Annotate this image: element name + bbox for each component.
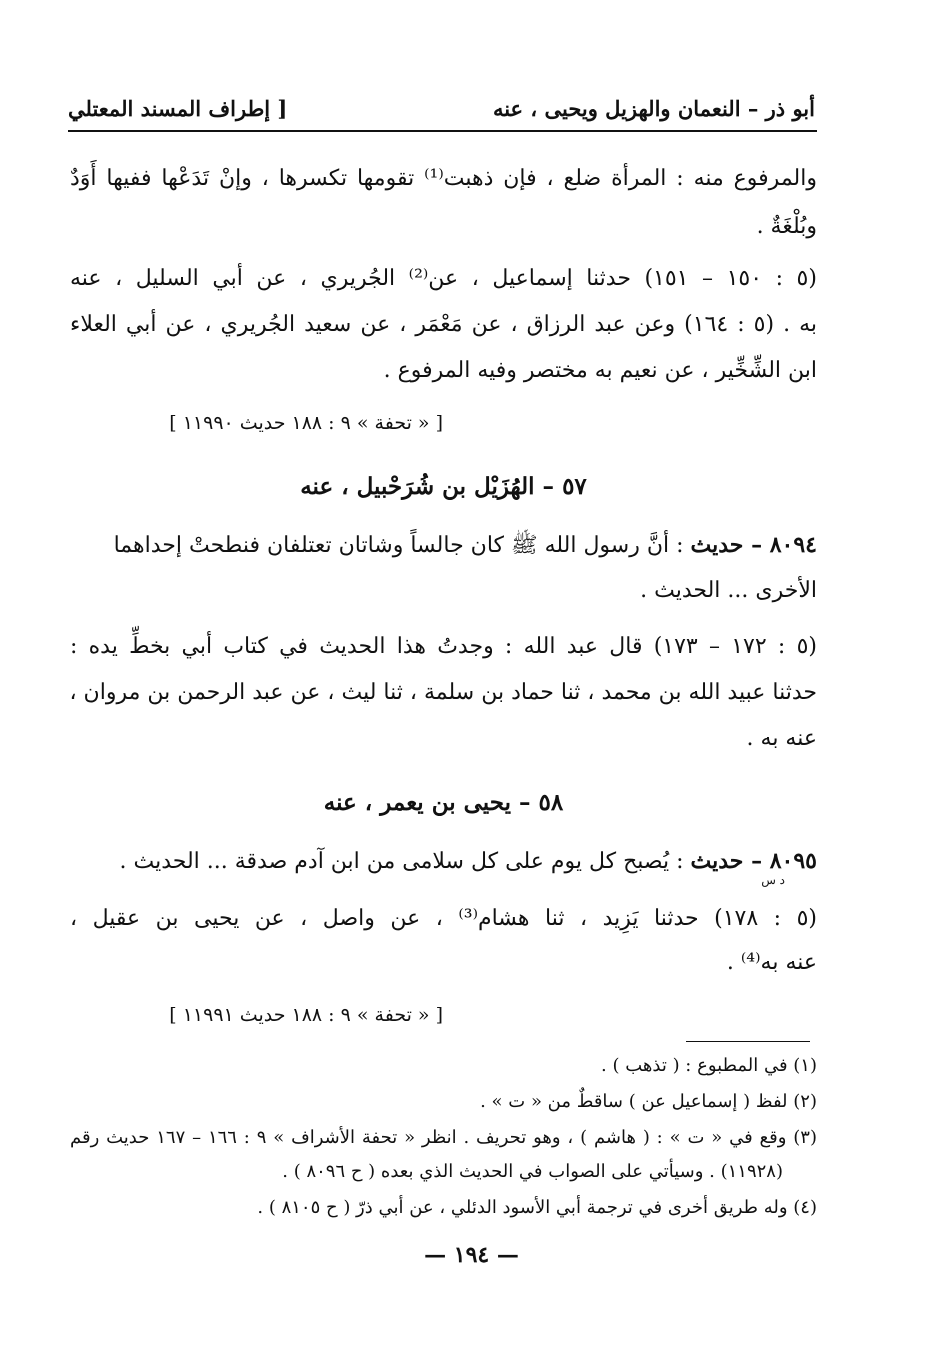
tuhfa-reference: [ « تحفة » ٩ : ١٨٨ حديث ١١٩٩٠ ] bbox=[169, 412, 443, 434]
collection-marks: د س bbox=[761, 873, 785, 887]
section-heading: ٥٧ – الهُزَيْل بن شُرَحْبيل ، عنه bbox=[300, 473, 587, 500]
hadith-entry bbox=[70, 846, 817, 877]
text-line: ابن الشِّخِّير ، عن نعيم به مختصر وفيه المرفوع . bbox=[383, 358, 817, 383]
text-line: (٥ : ١٥٠ – ١٥١) حدثنا إسماعيل ، عن⁽²⁾ الجُريري ، عن أبي السليل ، عنه bbox=[70, 266, 817, 291]
page-number: — ١٩٤ — bbox=[424, 1242, 519, 1268]
text-line: به . (٥ : ١٦٤) وعن عبد الرزاق ، عن مَعْمَر ، عن سعيد الجُريري ، عن أبي العلاء bbox=[70, 312, 817, 337]
footnote: (٣) وقع في « ت » : ( هاشم ) ، وهو تحريف . انظر « تحفة الأشراف » ٩ : ١٦٦ – ١٦٧ حديث رقم bbox=[70, 1127, 817, 1148]
text-line: (٥ : ١٧٨) حدثنا يَزِيد ، ثنا هشام⁽³⁾ ، عن واصل ، عن يحيى بن عقيل ، bbox=[70, 906, 817, 931]
footnote: (١) في المطبوع : ( تذهب ) . bbox=[601, 1055, 817, 1076]
text-line: وبُلْغَةٌ . bbox=[756, 214, 817, 239]
hadith-number: ٨٠٩٤ – حديث bbox=[690, 532, 817, 558]
footnote: (١١٩٢٨) . وسيأتي على الصواب في الحديث الذي بعده ( ح ٨٠٩٦ ) . bbox=[282, 1161, 783, 1182]
text-line: حدثنا عبيد الله بن محمد ، ثنا حماد بن سلمة ، ثنا ليث ، عن عبد الرحمن بن مروان ، bbox=[69, 680, 817, 705]
text-line: الأخرى ... الحديث . bbox=[640, 578, 817, 603]
footnote: (٢) لفظ ( إسماعيل عن ) ساقطٌ من « ت » . bbox=[480, 1091, 817, 1112]
header-book-title: [ إطراف المسند المعتلي bbox=[68, 96, 288, 121]
footnote: (٤) وله طريق أخرى في ترجمة أبي الأسود الدئلي ، عن أبي ذرّ ( ح ٨١٠٥ ) . bbox=[257, 1197, 817, 1218]
header-rule bbox=[68, 130, 817, 132]
hadith-text: : أنَّ رسول الله ﷺ كان جالساً وشاتان تعتلفان فنطحتْ إحداهما bbox=[113, 533, 684, 558]
header-chapter-title: أبو ذر – النعمان والهزيل ويحيى ، عنه bbox=[492, 96, 815, 121]
tuhfa-reference: [ « تحفة » ٩ : ١٨٨ حديث ١١٩٩١ ] bbox=[169, 1004, 443, 1026]
hadith-entry bbox=[70, 530, 817, 561]
hadith-text: : يُصبح كل يوم على كل سلامى من ابن آدم صدقة ... الحديث . bbox=[119, 849, 684, 874]
text-line: عنه به . bbox=[746, 726, 817, 751]
text-line: (٥ : ١٧٢ – ١٧٣) قال عبد الله : وجدتُ هذا الحديث في كتاب أبي بخطِّ يده : bbox=[70, 634, 817, 659]
running-header bbox=[68, 92, 815, 132]
footnote-rule bbox=[686, 1041, 810, 1042]
text-line: عنه به⁽⁴⁾ . bbox=[726, 950, 817, 975]
text-line: والمرفوع منه : المرأة ضلع ، فإن ذهبت⁽¹⁾ تقومها تكسرها ، وإنْ تَدَعْها ففيها أَوَدٌ bbox=[70, 166, 817, 191]
section-heading: ٥٨ – يحيى بن يعمر ، عنه bbox=[323, 789, 564, 816]
hadith-number: ٨٠٩٥ – حديث bbox=[690, 848, 817, 874]
